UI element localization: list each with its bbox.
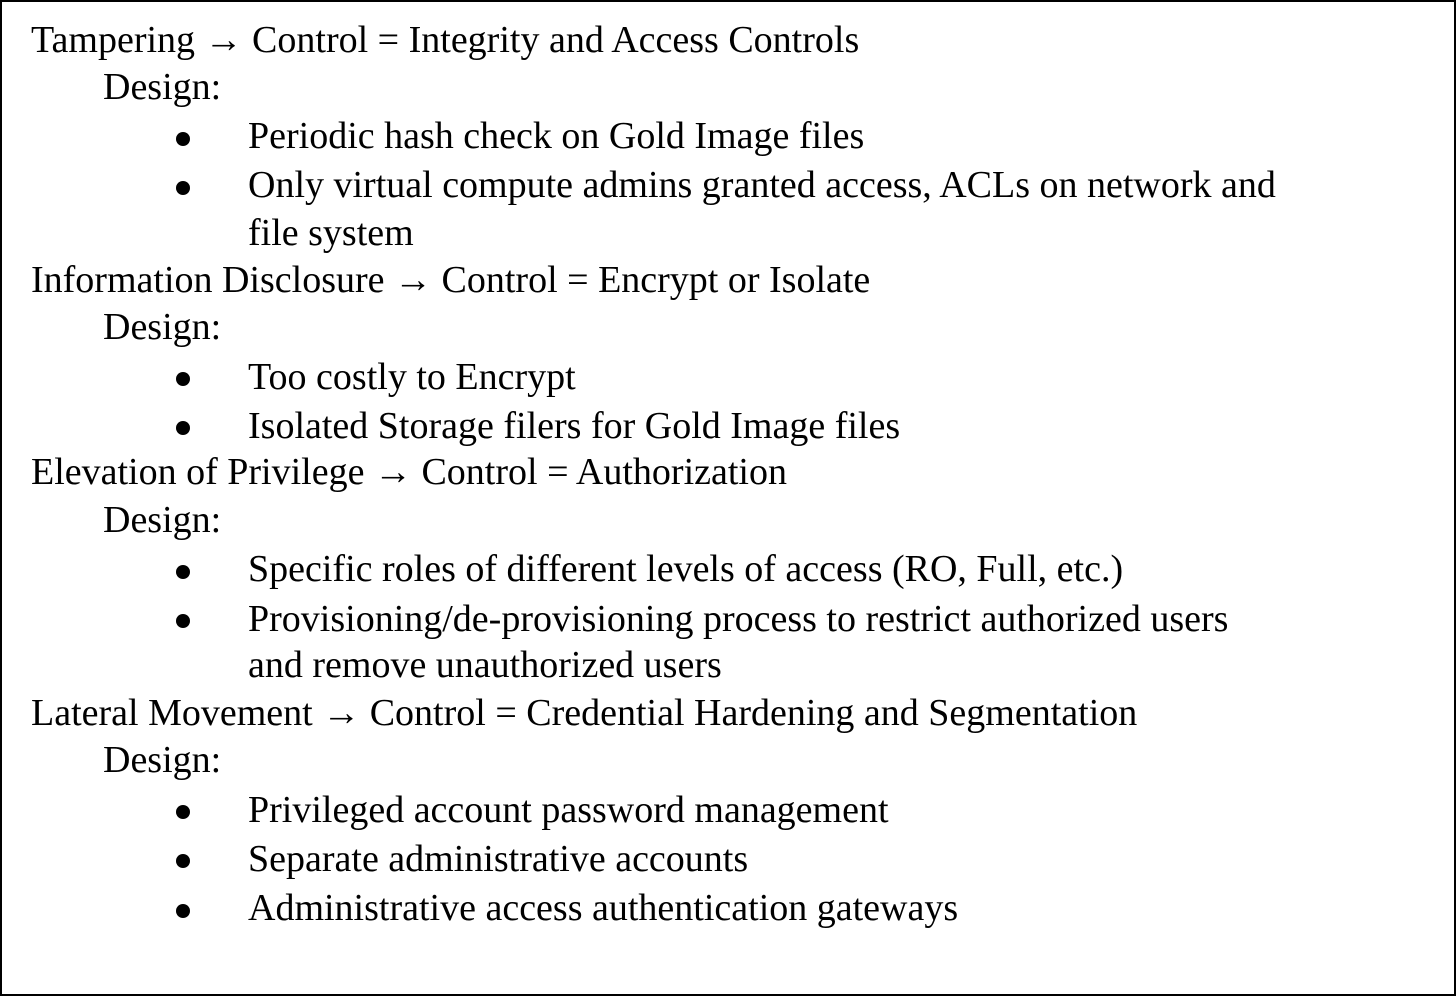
bullet-item: Specific roles of different levels of access (RO, Full, etc.) [248,548,1124,590]
design-label: Design: [103,499,222,541]
bullet-icon [176,904,190,918]
bullet-icon [176,565,190,579]
bullet-item: Too costly to Encrypt [248,356,576,398]
bullet-item: Privileged account password management [248,789,889,831]
bullet-icon [176,132,190,146]
design-label: Design: [103,739,222,781]
bullet-item: Isolated Storage filers for Gold Image files [248,405,901,447]
bullet-icon [176,805,190,819]
bullet-icon [176,181,190,195]
bullet-item-continuation: file system [248,212,414,254]
bullet-icon [176,854,190,868]
section-heading-information-disclosure: Information Disclosure → Control = Encrypt or Isolate [31,259,871,301]
bullet-item: Separate administrative accounts [248,838,749,880]
design-label: Design: [103,66,222,108]
section-heading-tampering: Tampering → Control = Integrity and Access Controls [31,19,860,61]
design-label: Design: [103,306,222,348]
bullet-icon [176,614,190,628]
bullet-item: Periodic hash check on Gold Image files [248,115,865,157]
bullet-item: Provisioning/de-provisioning process to restrict authorized users [248,598,1229,640]
bullet-item: Only virtual compute admins granted access, ACLs on network and [248,164,1276,206]
bullet-item-continuation: and remove unauthorized users [248,644,722,686]
section-heading-lateral-movement: Lateral Movement → Control = Credential Hardening and Segmentation [31,692,1138,734]
bullet-icon [176,421,190,435]
section-heading-elevation-of-privilege: Elevation of Privilege → Control = Authorization [31,451,787,493]
bullet-icon [176,372,190,386]
bullet-item: Administrative access authentication gateways [248,887,959,929]
